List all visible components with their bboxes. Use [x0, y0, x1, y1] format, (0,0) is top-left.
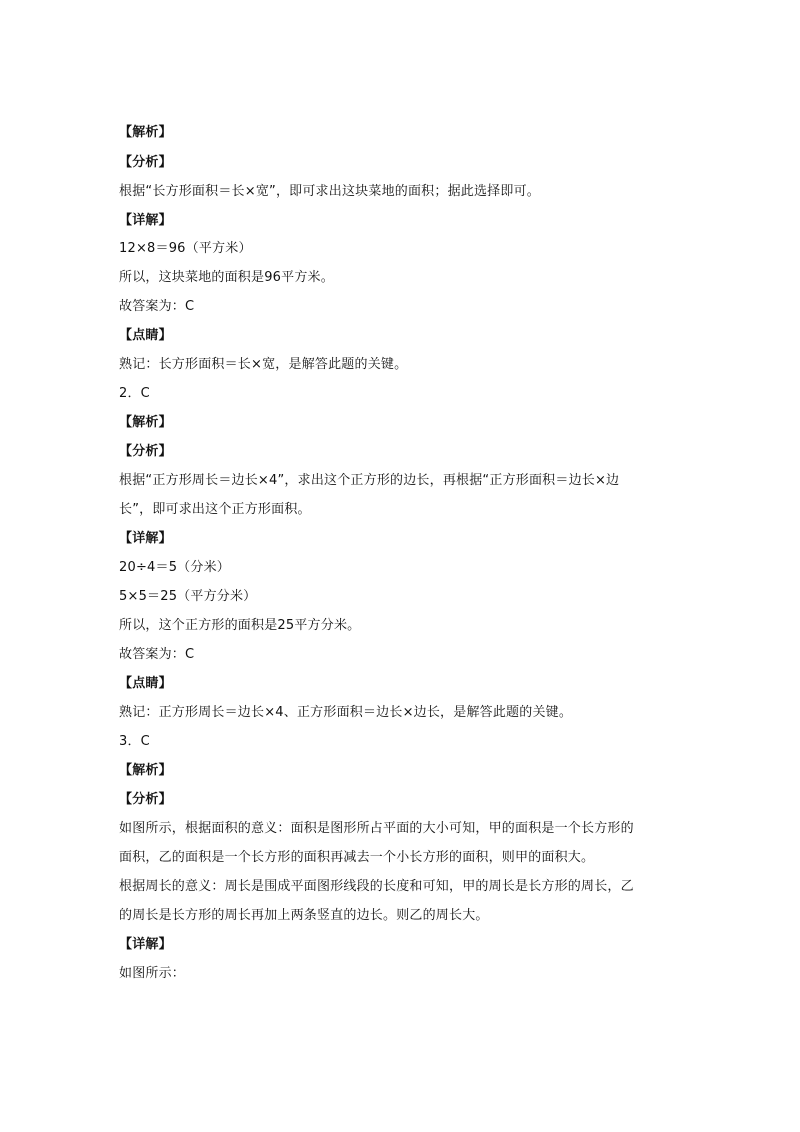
text-line: 熟记：正方形周长＝边长×4、正方形面积＝边长×边长，是解答此题的关键。 [119, 705, 573, 720]
question-number-3: 3．C [119, 734, 150, 749]
text-line: 如图所示，根据面积的意义：面积是图形所占平面的大小可知，甲的面积是一个长方形的 [119, 821, 634, 836]
section-heading-fenxi-2: 【分析】 [119, 444, 172, 459]
text-line: 如图所示： [119, 966, 186, 981]
section-heading-fenxi-1: 【分析】 [119, 155, 172, 170]
text-line: 熟记：长方形面积＝长×宽，是解答此题的关键。 [119, 357, 408, 372]
text-line: 根据周长的意义：周长是围成平面图形线段的长度和可知，甲的周长是长方形的周长，乙 [119, 879, 634, 894]
section-heading-note-1: 【点睛】 [119, 328, 172, 343]
text-line: 根据“正方形周长＝边长×4”，求出这个正方形的边长，再根据“正方形面积＝边长×边 [119, 473, 620, 488]
section-heading-detail-2: 【详解】 [119, 531, 172, 546]
text-line: 长”，即可求出这个正方形面积。 [119, 502, 311, 517]
section-heading-note-2: 【点睛】 [119, 676, 172, 691]
formula-line: 20÷4＝5（分米） [119, 560, 230, 575]
section-heading-analysis-2: 【解析】 [119, 415, 172, 430]
answer-line: 故答案为：C [119, 647, 195, 662]
formula-line: 5×5＝25（平方分米） [119, 589, 257, 604]
section-heading-analysis-1: 【解析】 [119, 125, 172, 140]
section-heading-detail-1: 【详解】 [119, 213, 172, 228]
text-line: 根据“长方形面积＝长×宽”，即可求出这块菜地的面积；据此选择即可。 [119, 184, 540, 199]
text-line: 面积，乙的面积是一个长方形的面积再减去一个小长方形的面积，则甲的面积大。 [119, 850, 595, 865]
text-line: 所以，这个正方形的面积是25平方分米。 [119, 618, 361, 633]
formula-line: 12×8＝96（平方米） [119, 241, 252, 256]
section-heading-fenxi-3: 【分析】 [119, 792, 172, 807]
section-heading-detail-3: 【详解】 [119, 937, 172, 952]
question-number-2: 2．C [119, 386, 150, 401]
answer-line: 故答案为：C [119, 299, 195, 314]
text-line: 所以，这块菜地的面积是96平方米。 [119, 270, 334, 285]
section-heading-analysis-3: 【解析】 [119, 763, 172, 778]
text-line: 的周长是长方形的周长再加上两条竖直的边长。则乙的周长大。 [119, 908, 489, 923]
